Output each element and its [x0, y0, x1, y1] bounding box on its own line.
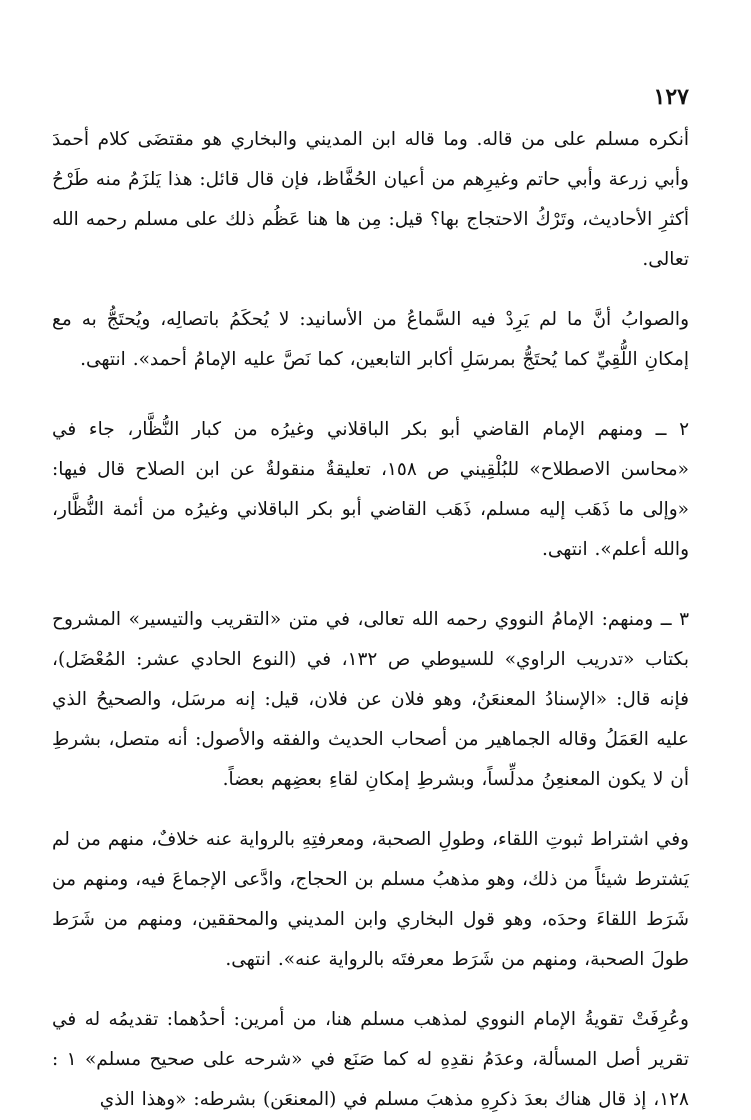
paragraph-1: أنكره مسلم على من قاله. وما قاله ابن المديني والبخاري هو مقتضَى كلام أحمدَ وأبي زرعة وأبي حاتم وغيرِهم من أعيان الحُفَّاظ، فإن قال قائل: هذا يَلزَمُ منه طَرْحُ أكثرِ الأحاديث، وتَرْكُ الاحتجاج بها؟ قيل: مِن ها هنا عَظُم ذلك على مسلم رحمه الله تعالى.: [52, 129, 689, 270]
paragraph-3: ٢ ــ ومنهم الإمام القاضي أبو بكر الباقلاني وغيرُه من كبار النُّظَّار، جاء في «محاسن الاصطلاح» للبُلْقِيني ص ١٥٨، تعليقةٌ منقولةٌ عن ابن الصلاح قال فيها: «وإلى ما ذَهَب إليه مسلم، ذَهَب القاضي أبو بكر الباقلاني وغيرُه من أئمة النُّظَّار، والله أعلم». انتهى.: [52, 419, 689, 560]
paragraph-5: وفي اشتراط ثبوتِ اللقاء، وطولِ الصحبة، ومعرفتِهِ بالرواية عنه خلافٌ، منهم من لم يَشترط شيئاً من ذلك، وهو مذهبُ مسلم بن الحجاج، وادَّعى الإجماعَ فيه، ومنهم من شَرَط اللقاءَ وحدَه، وهو قول البخاري وابن المديني والمحققين، ومنهم من شَرَط طولَ الصحبة، ومنهم من شَرَط معرفتَه بالرواية عنه». انتهى.: [52, 829, 689, 970]
paragraph-6: وعُرِفَتْ تقويةُ الإمام النووي لمذهب مسلم هنا، من أمرين: أحدُهما: تقديمُه له في تقرير أصل المسألة، وعدَمُ نقدِهِ له كما صَنَع في «شرحه على صحيح مسلم» ١ : ١٢٨، إذ قال هناك بعدَ ذكرِهِ مذهبَ مسلم في (المعنعَن) بشرطه: «وهذا الذي: [52, 1009, 690, 1110]
paragraph-2: والصوابُ أنَّ ما لم يَرِدْ فيه السَّماعُ من الأسانيد: لا يُحكَمُ باتصالِه، ويُحتَجُّ به مع إمكانِ اللُّقِيِّ كما يُحتَجُّ بمرسَلِ أكابر التابعين، كما نَصَّ عليه الإمامُ أحمد». انتهى.: [52, 309, 689, 370]
page-number: ١٢٧: [653, 84, 689, 110]
page-body: [52, 120, 689, 1120]
paragraph-4: ٣ ــ ومنهم: الإمامُ النووي رحمه الله تعالى، في متن «التقريب والتيسير» المشروح بكتاب «تدريب الراوي» للسيوطي ص ١٣٢، في (النوع الحادي عشر: المُعْضَل)، فإنه قال: «الإسنادُ المعنعَنُ، وهو فلان عن فلان، قيل: إنه مرسَل، والصحيحُ الذي عليه العَمَلُ وقاله الجماهير من أصحاب الحديث والفقه والأصول: أنه متصل، بشرطِ أن لا يكون المعنعِنُ مدلِّساً، وبشرطِ إمكانِ لقاءِ بعضِهم بعضاً.: [52, 609, 689, 790]
